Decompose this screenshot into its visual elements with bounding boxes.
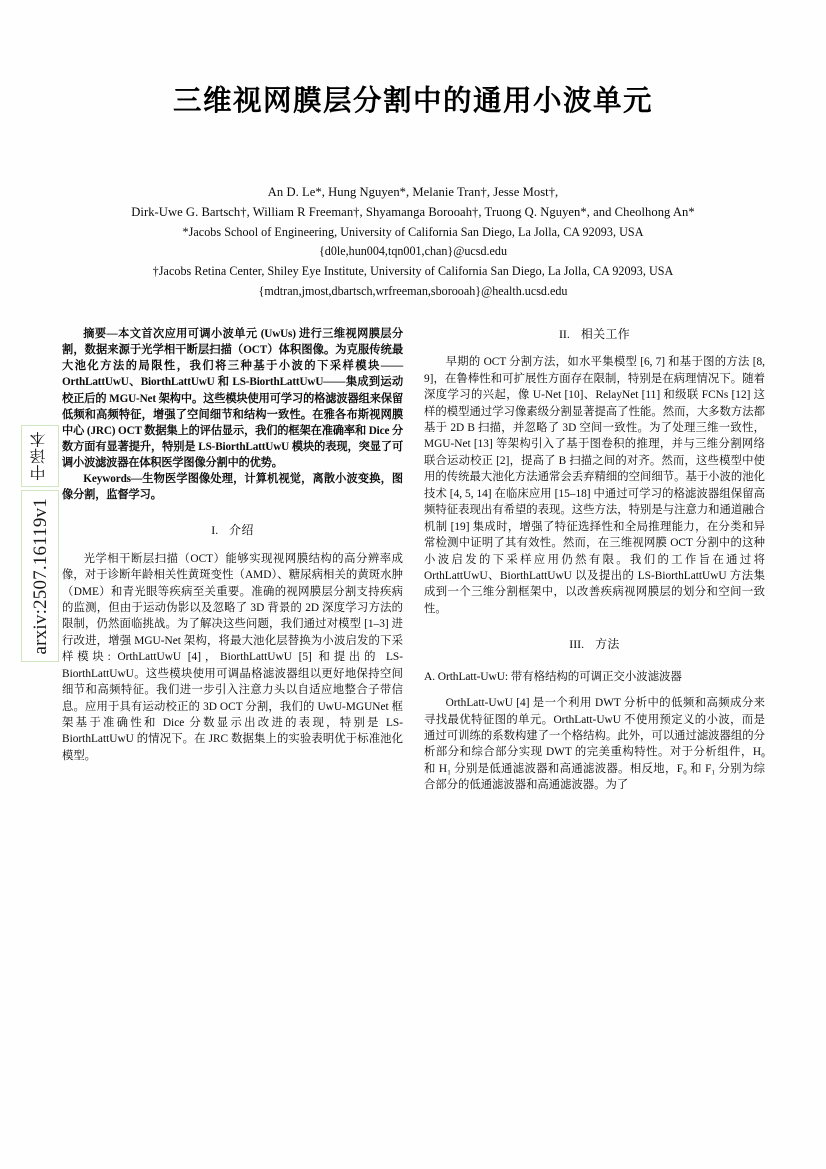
author-line-2: Dirk-Uwe G. Bartsch†, William R Freeman†, Shyamanga Borooah†, Truong Q. Nguyen*, and Cheolhong An* bbox=[131, 205, 695, 220]
section-heading-1 bbox=[62, 522, 403, 539]
author-block bbox=[0, 182, 826, 301]
section-heading-3 bbox=[424, 636, 765, 653]
section-title-3: 方法 bbox=[595, 637, 620, 652]
section-title-1: 介绍 bbox=[229, 523, 254, 538]
email-1: {d0le,hun004,tqn001,chan}@ucsd.edu bbox=[319, 244, 507, 259]
abstract-label: 摘要 bbox=[83, 328, 107, 340]
subsection-label-3a: A. bbox=[424, 670, 435, 683]
abstract-text: 本文首次应用可调小波单元 (UwUs) 进行三维视网膜层分割，数据来源于光学相干断层扫描（OCT）体积图像。为克服传统最大池化方法的局限性，我们将三种基于小波的下采样模块——OrthLattUwU、BiorthLattUwU 和 LS-BiorthLattUwU——集成到运动校正后的 MGU-Net 架构中。这些模块使用可学习的格滤波器组来保留低频和高频特征，增强了空间细节和结构一致性。在雅各布斯视网膜中心 (JRC) OCT 数据集上的评估显示，我们的框架在准确率和 Dice 分数方面有显著提升，特别是 LS-BiorthLattUwU 模块的表现，突显了可调小波滤波器在体积医学图像分割中的优势。 bbox=[62, 328, 403, 469]
author-line-1: An D. Le*, Hung Nguyen*, Melanie Tran†, Jesse Most†, bbox=[267, 185, 559, 199]
section-1-paragraph-1: 光学相干断层扫描（OCT）能够实现视网膜结构的高分辨率成像，对于诊断年龄相关性黄斑变性（AMD）、糖尿病相关的黄斑水肿（DME）和青光眼等疾病至关重要。准确的视网膜层分割支持疾病的监测，但由于运动伪影以及忽略了 3D 背景的 2D 深度学习方法的限制，仍然面临挑战。为了解决这些问题，我们通过对模型 [1–3] 进行改进，增强 MGU-Net 架构，将最大池化层替换为小波启发的下采样模块: OrthLattUwU [4]，BiorthLattUwU [5] 和提出的 LS-BiorthLattUwU。这些模块使用可调晶格滤波器组以更好地保持空间细节和高频特征。我们进一步引入注意力头以自适应地整合子带信息。应用于具有运动校正的 3D OCT 分割，我们的 UwU-MGUNet 框架基于准确性和 Dice 分数显示出改进的表现，特别是 LS-BiorthLattUwU 的情况下。在 JRC 数据集上的实验表明优于标准池化模型。 bbox=[62, 552, 403, 762]
subsection-heading-3a bbox=[424, 669, 765, 686]
subsection-title-3a: OrthLatt-UwU: 带有格结构的可调正交小波滤波器 bbox=[437, 670, 682, 683]
section-number-1: I. bbox=[211, 523, 219, 538]
abstract-paragraph bbox=[62, 326, 403, 471]
section-2-paragraph-1: 早期的 OCT 分割方法，如水平集模型 [6, 7] 和基于图的方法 [8, 9]，在鲁棒性和可扩展性方面存在限制，特别是在病理情况下。随着深度学习的兴起，像 U-Net [10]、RelayNet [11] 和级联 FCNs [12] 这样的模型通过学习像素级分割显著提高了性能。然而，大多数方法都基于 2D B 扫描，并忽略了 3D 空间一致性。为了处理三维一致性，MGU-Net [13] 等架构引入了基于图卷积的推理，并与三维分割网络联合运动校正 [2]，提高了 B 扫描之间的对齐。然而，这些模型中使用的传统最大池化方法通常会丢弃精细的空间细节。基于小波的池化技术 [4, 5, 14] 在临床应用 [15–18] 中通过可学习的格滤波器组保留高频特征表现出有希望的表现。这些方法，特别是与注意力和通道融合机制 [19] 集成时，增强了特征选择性和全局推理能力，在分类和异常检测中证明了其有效性。然而，在三维视网膜 OCT 分割中的这种小波启发的下采样应用仍然有限。我们的工作旨在通过将 OrthLattUwU、BiorthLattUwU 以及提出的 LS-BiorthLattUwU 方法集成到一个三维分割框架中，以改善疾病视网膜层的划分和空间一致性。 bbox=[424, 356, 765, 615]
keywords-text: 生物医学图像处理，计算机视觉，离散小波变换，图像分割，监督学习。 bbox=[62, 473, 403, 502]
section-number-3: III. bbox=[569, 637, 585, 652]
page-title: 三维视网膜层分割中的通用小波单元 bbox=[172, 83, 653, 117]
left-column bbox=[62, 326, 403, 764]
right-column bbox=[424, 326, 765, 794]
keywords-dash: — bbox=[130, 473, 143, 486]
email-2: {mdtran,jmost,dbartsch,wrfreeman,sborooah}@health.ucsd.edu bbox=[258, 283, 568, 298]
arxiv-identifier-box[interactable] bbox=[21, 490, 59, 662]
abstract-dash: — bbox=[106, 328, 118, 340]
subsection-3a-paragraph-1: OrthLatt-UwU [4] 是一个利用 DWT 分析中的低频和高频成分来寻找最优特征图的单元。OrthLatt-UwU 不使用预定义的小波，而是通过可训练的系数构建了一个格结构。此外，可以通过滤波器组的分析部分和综合部分实现 DWT 的完美重构特性。对于分析组件，H₀ 和 H₁ 分别是低通滤波器和高通滤波器。相反地，F₀ 和 F₁ 分别为综合部分的低通滤波器和高通滤波器。为了 bbox=[424, 697, 765, 792]
section-heading-2 bbox=[424, 326, 765, 343]
translation-mark-box bbox=[21, 425, 59, 487]
affiliation-2: †Jacobs Retina Center, Shiley Eye Institute, University of California San Diego, La Jolla, CA 92093, USA bbox=[152, 263, 674, 278]
translation-mark-text: 中译本 bbox=[31, 431, 48, 481]
section-number-2: II. bbox=[558, 327, 570, 341]
affiliation-1: *Jacobs School of Engineering, University of California San Diego, La Jolla, CA 92093, USA bbox=[182, 224, 644, 239]
section-title-2: 相关工作 bbox=[580, 327, 631, 341]
arxiv-identifier-text: arxiv:2507.16119v1 bbox=[29, 497, 51, 654]
arxiv-stamp bbox=[21, 425, 59, 662]
keywords-paragraph bbox=[62, 471, 403, 503]
keywords-label: Keywords bbox=[83, 473, 131, 486]
